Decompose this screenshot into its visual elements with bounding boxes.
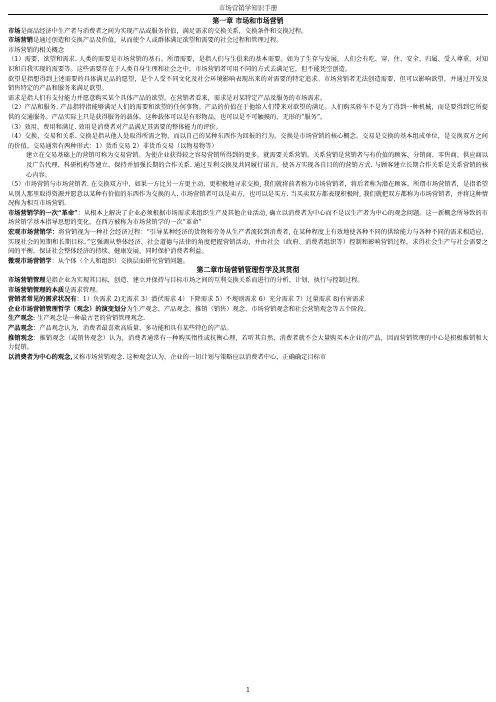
paragraph: （4）交换、交易和关系. 交换是指从他人处取得所需之物，而以自己的某种东西作为回报的行为。交换是市场营销的核心概念。交易是交换的基本组成单位，是交换双方之间的价值。交易通常有两种形式：1）货币交易 2）非货币交易（以物易物等） xyxy=(8,133,488,150)
term-production-concept: 生产观念 xyxy=(8,315,33,323)
definition-text: 是通过创造和交换产品及价值，从而使个人或群体满足欲望和需要的社会过程和管理过程。 xyxy=(32,37,283,45)
paragraph xyxy=(8,276,488,286)
definition-text: ：从个体（个人和组织）交换层面研究营销问题。 xyxy=(51,257,189,265)
paragraph: 市场营销的相关概念 xyxy=(8,46,65,54)
paragraph: （5）市场营销与市场营销者. 在交换双方中，如果一方比另一方更主动、更积极地寻求交换, 我们就将前者称为市场营销者，将后者称为潜在顾客。所谓市场营销者，是指希望从别人那里取得资源并愿意以某种有价值的东西作为交换的人. 市场营销者可以是卖方，也可以是买方. 当买卖双方都表现积极时, 我们就把双方都称为市场营销者，并将这种情况称为相互市场营销. xyxy=(8,181,488,208)
definition-text: 是商品经济中生产者与消费者之间为实现产品或服务价值，满足需求的交换关系，交换条件和交换过程。 xyxy=(20,27,308,35)
paragraph xyxy=(8,36,488,46)
chapter-1-heading: 第一章 市场和市场营销 xyxy=(212,17,284,25)
term-revolution: 市场营销学的一次“革命” xyxy=(8,209,78,217)
paragraph: （1）需要、欲望和需求. 人类的需要是市场营销的基石。所谓需要，是指人们与生俱来的基本需要。如为了生存与发展，人们会有吃、穿、住、安全、归属、受人尊重、对知识和自我实现的需要等。这些需要存在于人类自身生理和社会之中，市场营销者可用不同的方式去满足它，但不能凭空创造。 xyxy=(8,56,488,73)
paragraph xyxy=(8,324,488,334)
term-consumer-centered: 以消费者为中心的观念, xyxy=(8,353,73,361)
definition-text: 将营销视为一种社会经济过程：“引导某种经济的货物和劳务从生产者流转到消费者, 在某种程度上有效地使各种不同的供给能力与各种不同的需求相适应，实现社会的短期和长期目标。”它强调从整体经济、社会道德与法律的角度把握营销活动，并由社会（政府、消费者组织等）控制和影响营销过程，求得社会生产与社会需要之间的平衡，保证社会整体经济的持续、健康发展，同时保护消费者利益。 xyxy=(8,229,488,256)
paragraph xyxy=(8,353,488,363)
term-demand-states: 营销者常见的需求状况有 xyxy=(8,296,77,304)
paragraph xyxy=(8,286,488,296)
definition-text: 是需求管理。 xyxy=(64,286,102,294)
paragraph: （3）效用、费用和满足. 效用是消费者对产品满足其需要的整体能力的评价。 xyxy=(8,123,222,131)
term-essence: 市场营销管理的本质 xyxy=(8,286,65,294)
page-number: 1 xyxy=(246,687,250,694)
term-philosophy-evolution: 企业市场营销管理哲学（观念）的演变划分 xyxy=(8,305,127,313)
definition-text: 为生产观念、产品观念、推销（销售）观念、市场营销观念和社会营销观念等五个阶段。 xyxy=(126,305,370,313)
term-macro-marketing: 宏观市场营销学： xyxy=(8,229,59,237)
paragraph xyxy=(8,27,488,37)
definition-text: : 生产观念是一种最古老的营销管理观念. xyxy=(32,315,146,323)
paragraph xyxy=(8,314,488,324)
term-product-concept: 产品观念 xyxy=(8,325,33,332)
paragraph: 需求是指人们有支付能力并愿意购买某个具体产品的欲望。在营销者看来，需求是对某特定产品及服务的市场需求。 xyxy=(8,94,327,102)
definition-text: 是指企业为实现其目标，创造、建立并保持与目标市场之间的互利交换关系而进行的分析、计划、执行与控制过程。 xyxy=(45,277,364,285)
document-body xyxy=(8,17,488,362)
definition-text: 又称市场营销观念. 这种观念认为，企业的一切计划与策略应以消费者中心，正确确定目标市 xyxy=(72,353,327,361)
paragraph xyxy=(8,228,488,257)
definition-text: ：从根本上解决了企业必须根据市场需求来组织生产及其他企业活动, 确立以消费者为中心而不是以生产者为中心的观念问题。这一新概念所导致的市场营销学基本指导思想的变化，在西方被称为市场营销学的一次“革命” xyxy=(8,209,489,227)
paragraph xyxy=(8,257,488,267)
paragraph xyxy=(8,305,488,315)
header-rule xyxy=(8,14,488,15)
term-marketing-management: 市场营销管理 xyxy=(8,277,46,285)
term-marketing: 市场营销 xyxy=(8,37,33,45)
paragraph: 欲望是指想得到上述需要的具体满足品的愿望，是个人受不同文化及社会环境影响表现出来的对需要的特定追求。市场营销者无法创造需要，但可以影响欲望，并通过开发及销售特定的产品和服务来满足欲望。 xyxy=(8,75,488,93)
term-market: 市场 xyxy=(8,27,21,35)
paragraph xyxy=(8,295,488,305)
running-header: 市场营销学知识手册 xyxy=(218,4,278,12)
definition-text: ：产品观念认为，消费者最喜欢高质量、多功能和具有某些特色的产品。 xyxy=(32,325,233,332)
definition-text: ：推销观念（或销售观念）认为，消费者通常有一种购买惰性或抗衡心理，若听其自然，消费者就不会大量购买本企业的产品，因而营销管理的中心是积极推销和大力促销。 xyxy=(8,334,488,352)
paragraph-indented: 建立在交易基础上的营销可称为交易营销。为使企业获得较之容易营销所得到的更多，就需要关系营销。关系营销是营销者与有价值的顾客、分销商、零售商、供应商以及广告代理、科研机构等建立、保持并加强长期的合作关系. 通过互利交换及共同履行诺言，使各方实现各自目的的营销方式. 与顾客建立长期合作关系是关系营销的核心内容。 xyxy=(26,152,488,179)
paragraph xyxy=(8,209,488,228)
term-micro-marketing: 微观市场营销学 xyxy=(8,257,52,265)
paragraph xyxy=(8,334,488,353)
paragraph: （2）产品和服务. 产品指特指能够满足人们的需要和欲望的任何事物。产品的价值在于他给人们带来对欲望的满足。人们购买轿车不是为了得到一种机械，而是要得到它所提供的交通服务。产品实际上只是获得服务的载体。这种载体可以是有形物品，也可以是不可触摸的、无形的“服务”。 xyxy=(8,104,488,121)
term-selling-concept: 推销观念 xyxy=(8,334,34,342)
chapter-2-heading: 第二章市场营销管理哲学及其贯彻 xyxy=(196,266,300,275)
definition-text: ：1）负需求 2)无需求 3）潜伏需求 4）下降需求 5）不规则需求 6）充分需求 7）过量需求 8)有害需求 xyxy=(76,296,365,304)
